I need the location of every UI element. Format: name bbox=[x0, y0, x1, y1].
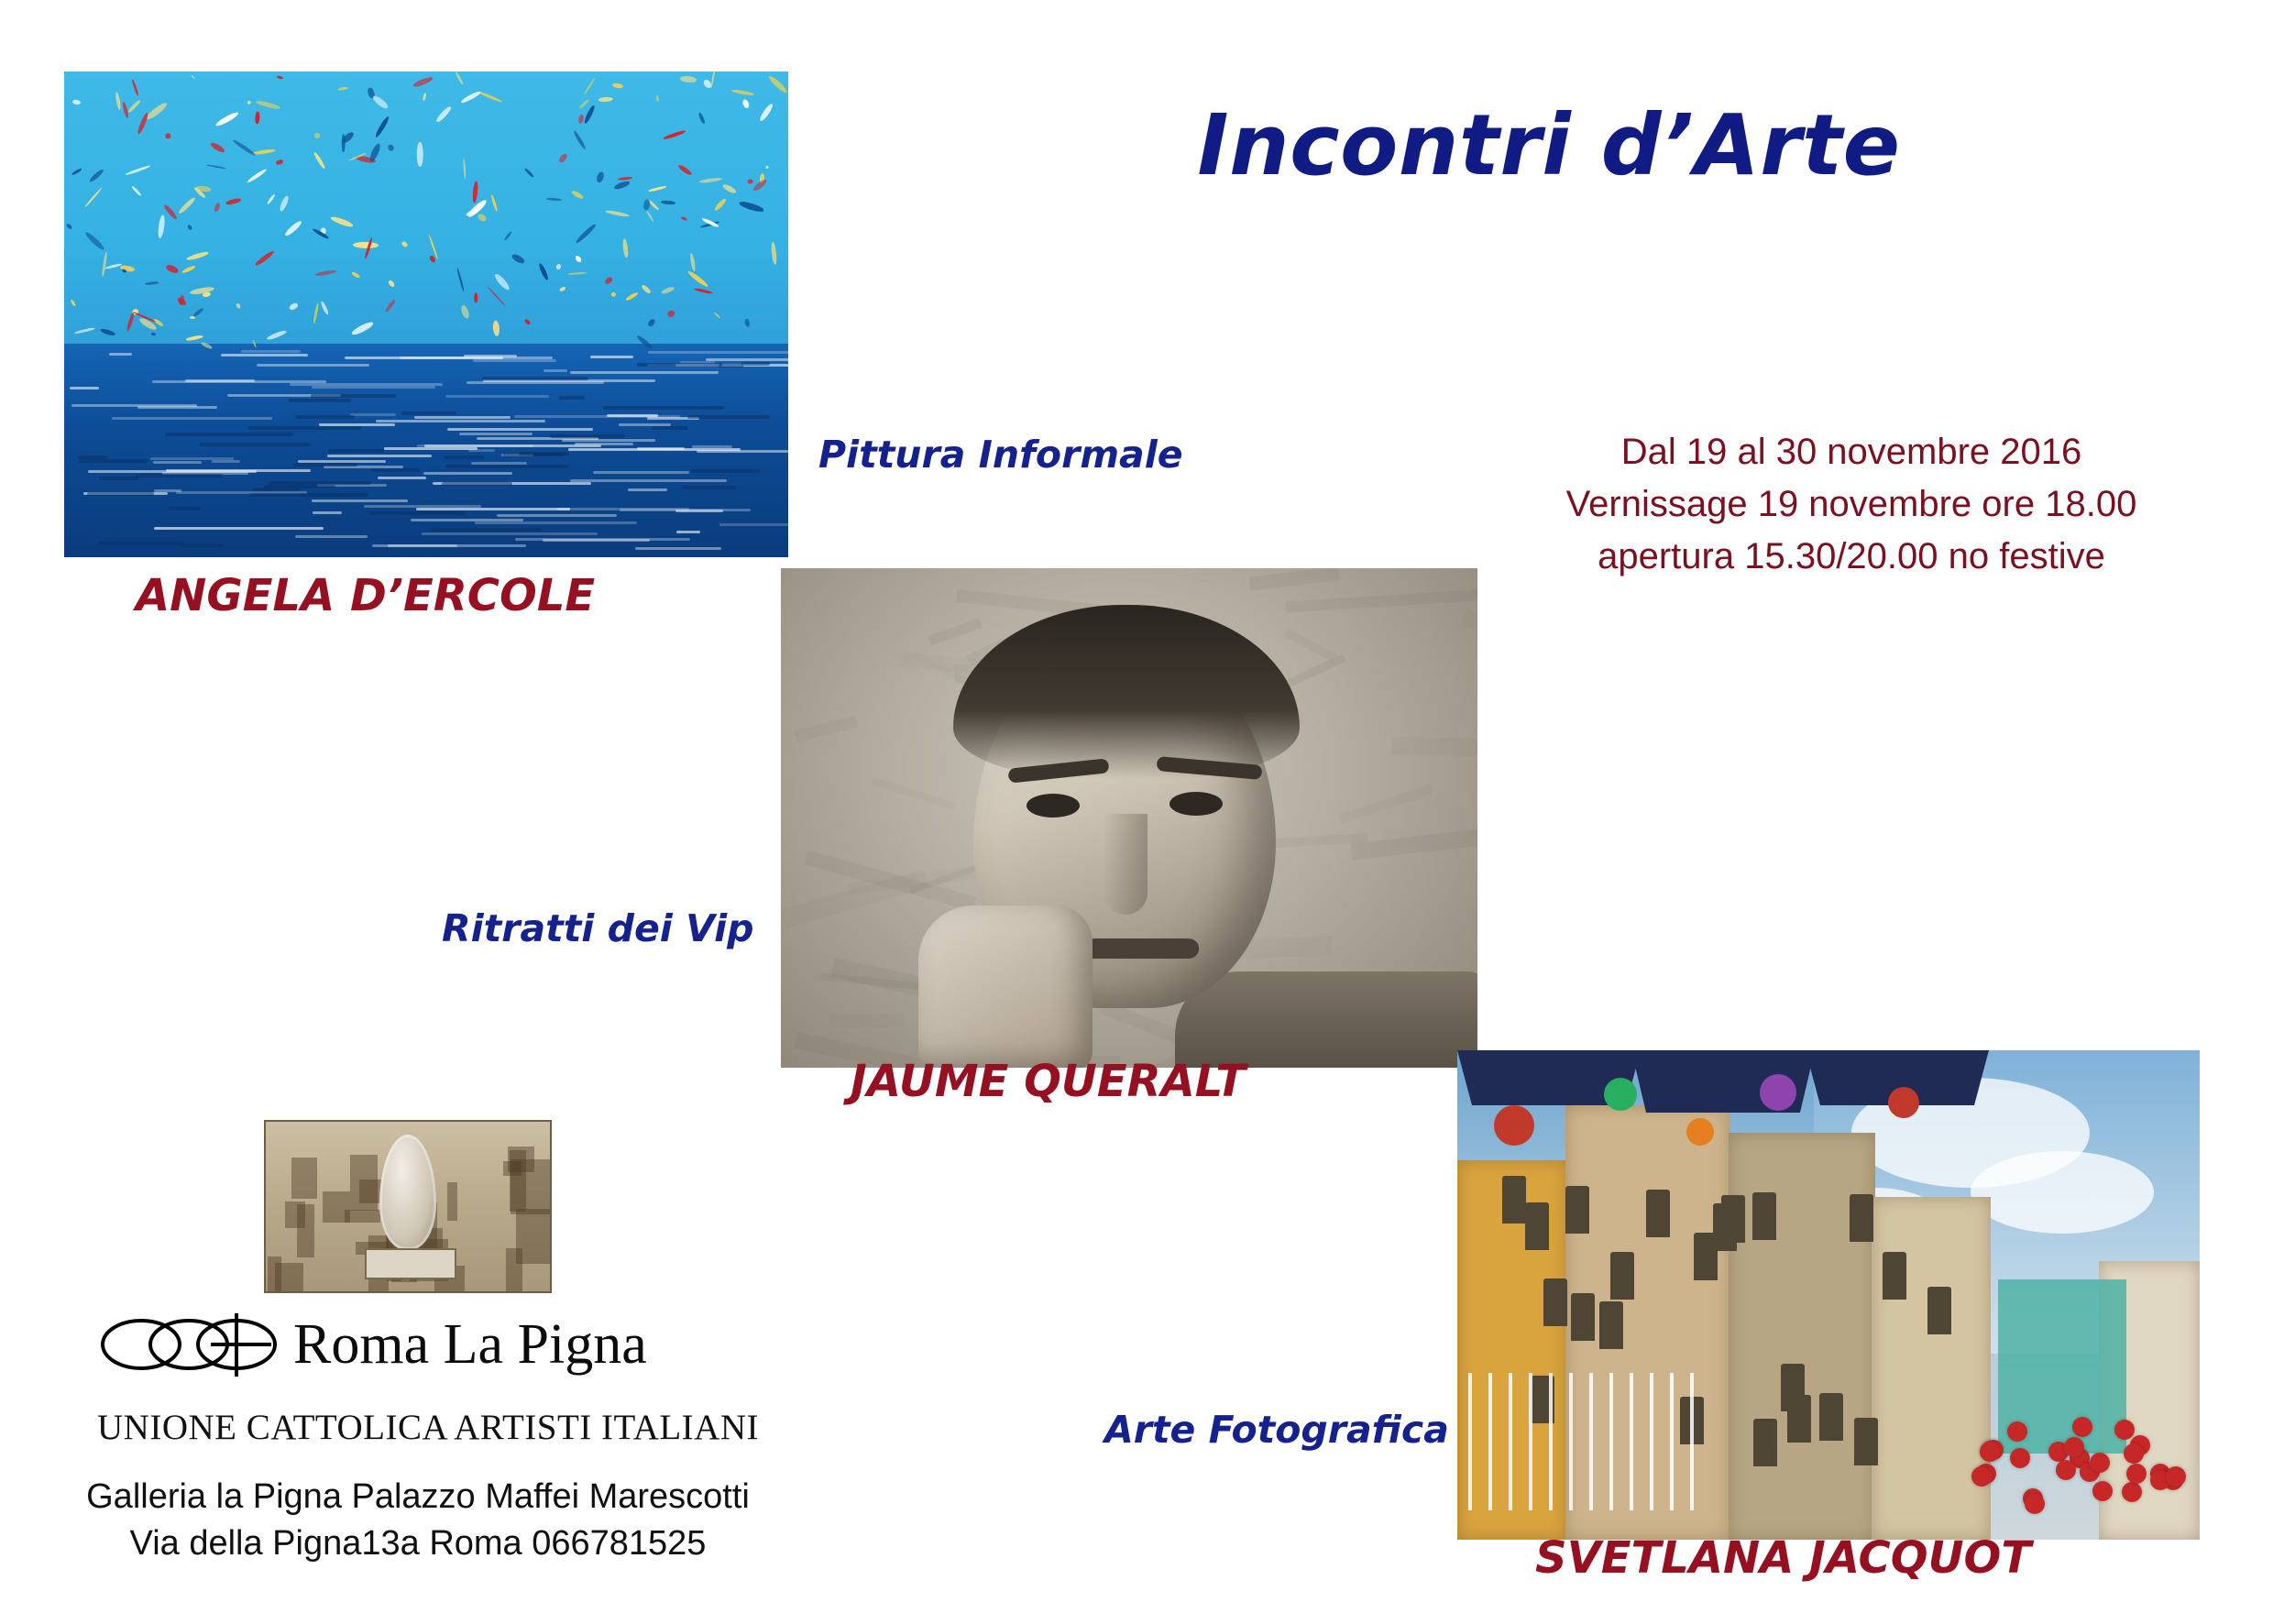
pinecone-icon bbox=[379, 1135, 436, 1250]
event-dates-block bbox=[1503, 426, 2200, 582]
artwork-photographic-collage bbox=[1457, 1050, 2200, 1540]
collage-railing bbox=[1468, 1373, 1697, 1510]
artwork-vip-portrait bbox=[781, 568, 1477, 1068]
portrait-nose bbox=[1104, 814, 1147, 915]
portrait-eye-left bbox=[1027, 794, 1080, 817]
organiser-subtitle: UNIONE CATTOLICA ARTISTI ITALIANI bbox=[97, 1408, 759, 1447]
section-label-pittura-informale: Pittura Informale bbox=[818, 433, 1183, 477]
venue-address bbox=[79, 1474, 757, 1568]
artist-name-svetlana: SVETLANA JACQUOT bbox=[1535, 1532, 2032, 1584]
portrait-eye-right bbox=[1169, 792, 1223, 816]
organiser-brand: Roma La Pigna bbox=[293, 1313, 647, 1376]
event-vernissage: Vernissage 19 novembre ore 18.00 bbox=[1565, 483, 2137, 524]
event-opening-hours: apertura 15.30/20.00 no festive bbox=[1598, 535, 2105, 576]
venue-address-line-2: Via della Pigna13a Roma 066781525 bbox=[129, 1524, 707, 1564]
portrait-shoulder bbox=[1175, 971, 1477, 1068]
event-date-range: Dal 19 al 30 novembre 2016 bbox=[1620, 432, 2082, 472]
section-label-arte-fotografica: Arte Fotografica bbox=[1104, 1408, 1449, 1452]
collage-red-dots bbox=[1971, 1417, 2191, 1527]
page-title: Incontri d’Arte bbox=[1197, 96, 1901, 194]
ucai-monogram-icon bbox=[101, 1309, 312, 1380]
artist-name-angela: ANGELA D’ERCOLE bbox=[136, 570, 596, 621]
venue-address-line-1: Galleria la Pigna Palazzo Maffei Marescotti bbox=[86, 1477, 750, 1516]
portrait-hand bbox=[918, 905, 1093, 1068]
section-label-ritratti-dei-vip: Ritratti dei Vip bbox=[442, 906, 754, 950]
artist-name-jaume: JAUME QUERALT bbox=[851, 1056, 1246, 1107]
portrait-mouth bbox=[1083, 938, 1199, 959]
engraving-pinecone-image bbox=[264, 1120, 552, 1293]
artwork-abstract-sea bbox=[64, 71, 788, 557]
pinecone-base bbox=[365, 1248, 456, 1279]
